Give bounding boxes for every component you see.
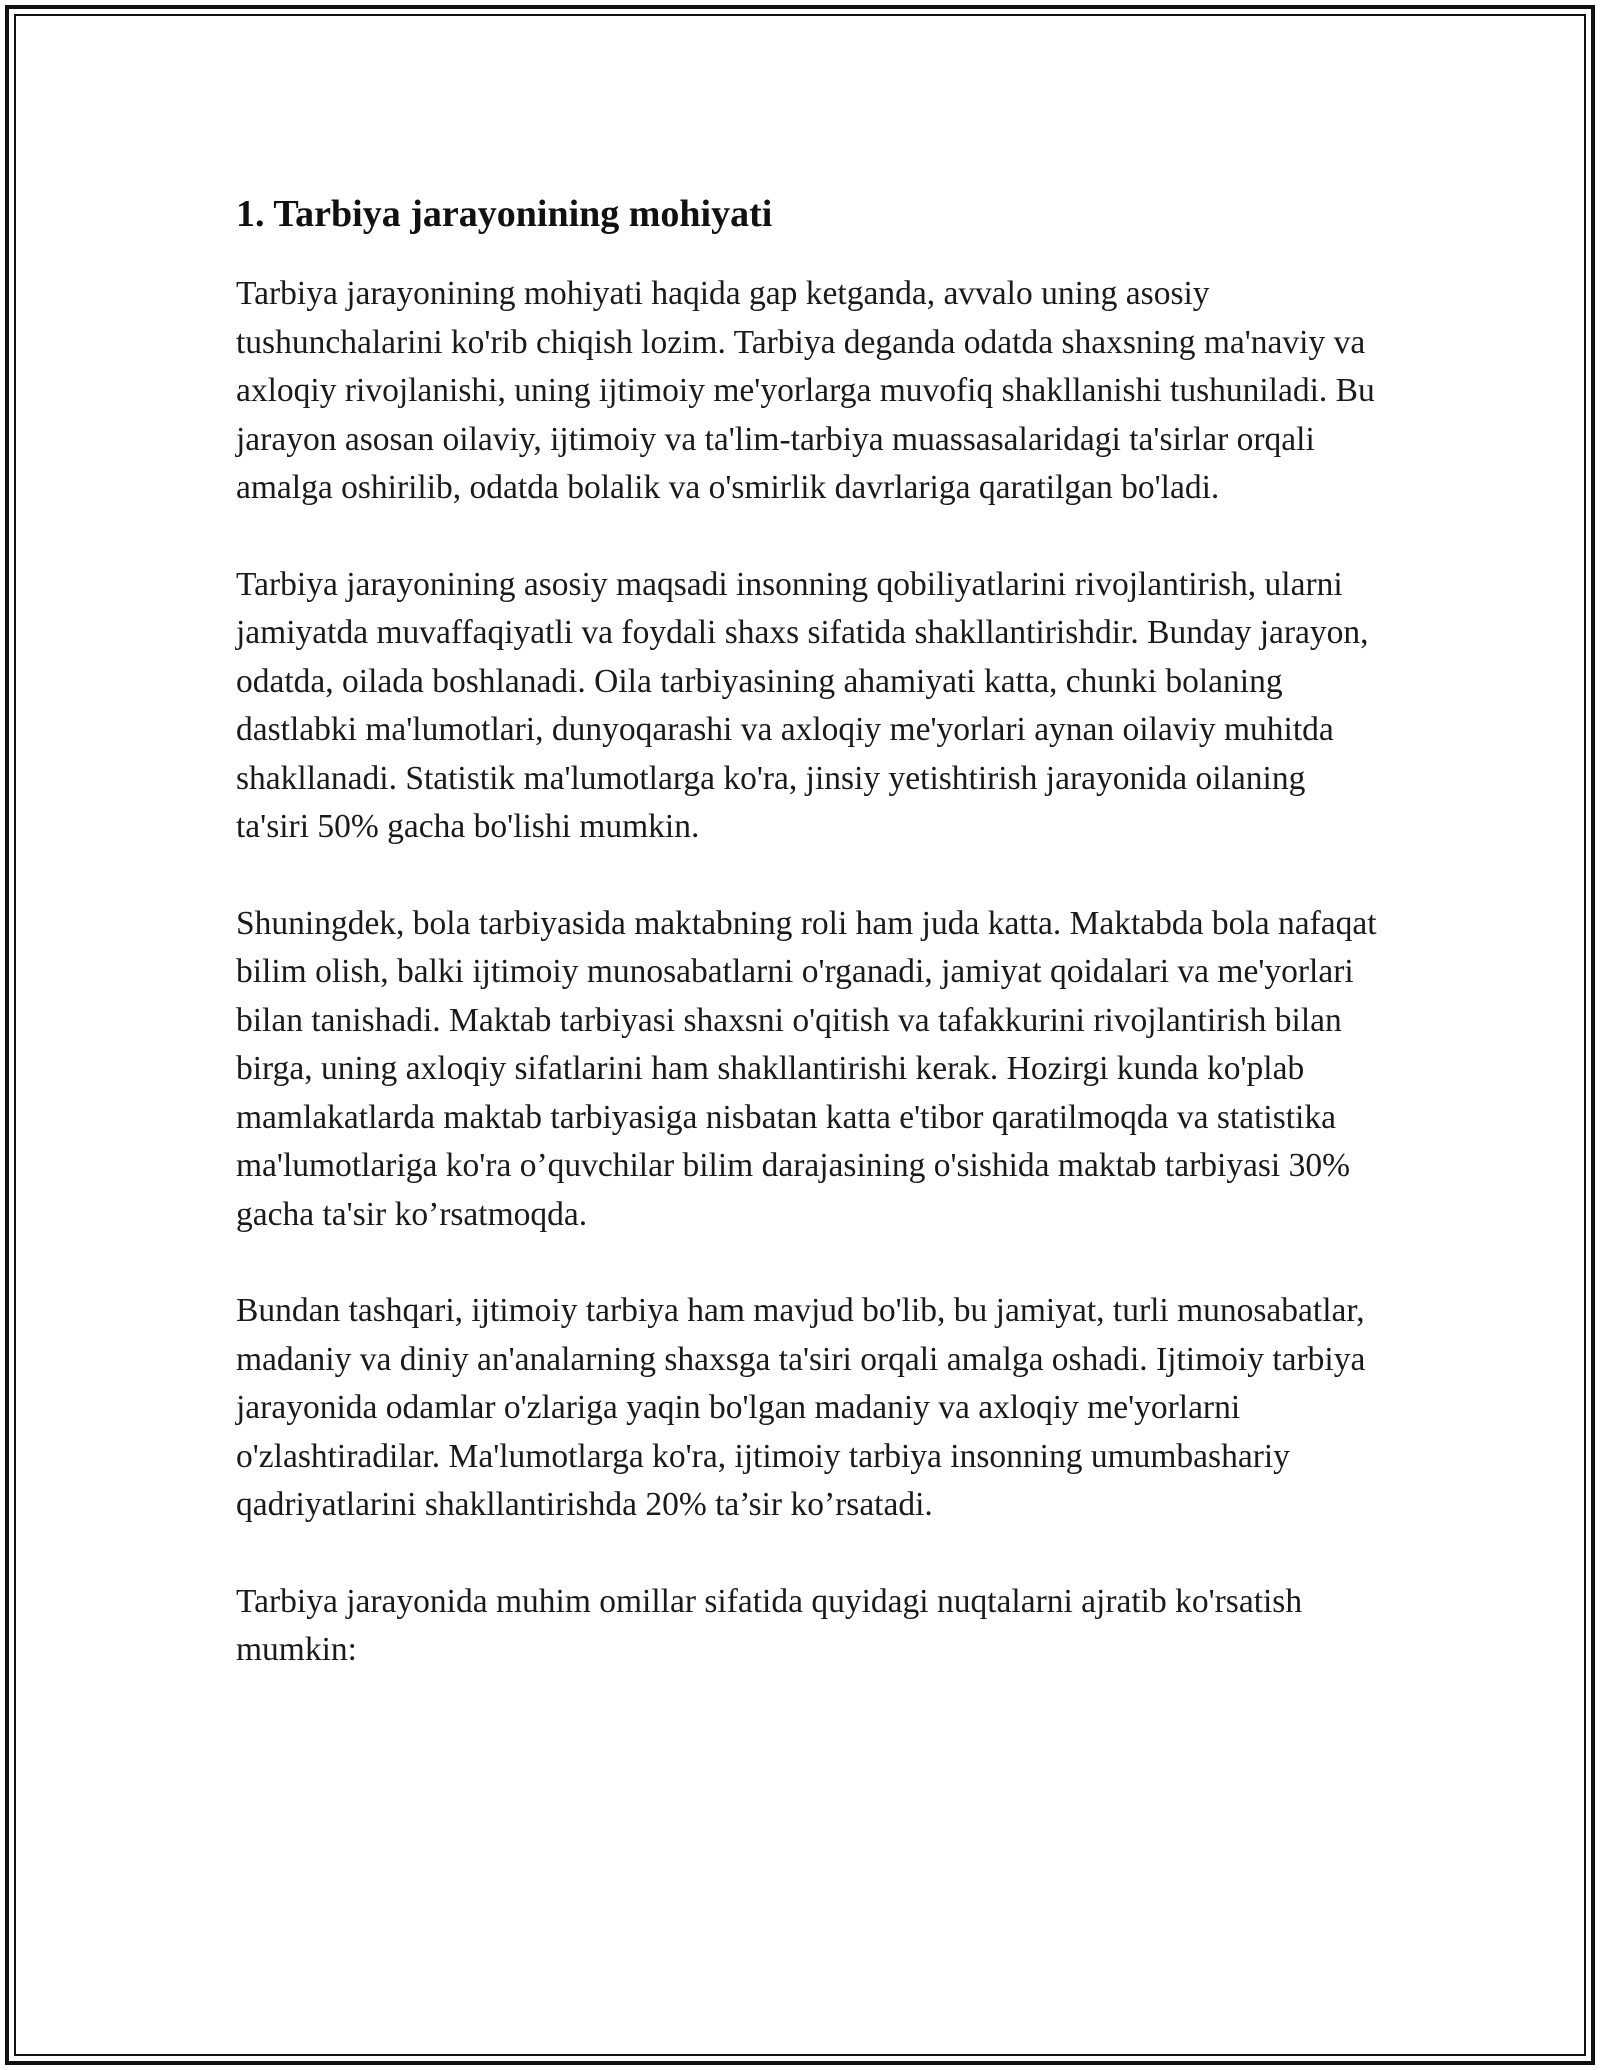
section-title: 1. Tarbiya jarayonining mohiyati bbox=[236, 193, 773, 235]
paragraph-4: Bundan tashqari, ijtimoiy tarbiya ham mavjud bo'lib, bu jamiyat, turli munosabatlar, madaniy va diniy an'analarning shaxsga ta'siri orqali amalga oshadi. Ijtimoiy tarbiya jarayonida odamlar o'zlariga yaqin bo'lgan madaniy va axloqiy me'yorlarni o'zlashtiradilar. Ma'lumotlarga ko'ra, ijtimoiy tarbiya insonning umumbashariy qadriyatlarini shakllantirishda 20% ta’sir ko’rsatadi. bbox=[236, 1292, 1366, 1523]
paragraph-2: Tarbiya jarayonining asosiy maqsadi insonning qobiliyatlarini rivojlantirish, ularni jamiyatda muvaffaqiyatli va foydali shaxs sifatida shakllantirishdir. Bunday jarayon, odatda, oilada boshlanadi. Oila tarbiyasining ahamiyati katta, chunki bolaning dastlabki ma'lumotlari, dunyoqarashi va axloqiy me'yorlari aynan oilaviy muhitda shakllanadi. Statistik ma'lumotlarga ko'ra, jinsiy yetishtirish jarayonida oilaning ta'siri 50% gacha bo'lishi mumkin. bbox=[236, 565, 1369, 845]
paragraph-3: Shuningdek, bola tarbiyasida maktabning roli ham juda katta. Maktabda bola nafaqat bilim olish, balki ijtimoiy munosabatlarni o'rganadi, jamiyat qoidalari va me'yorlari bilan tanishadi. Maktab tarbiyasi shaxsni o'qitish va tafakkurini rivojlantirish bilan birga, uning axloqiy sifatlarini ham shakllantirishi kerak. Hozirgi kunda ko'plab mamlakatlarda maktab tarbiyasiga nisbatan katta e'tibor qaratilmoqda va statistika ma'lumotlariga ko'ra o’quvchilar bilim darajasining o'sishida maktab tarbiyasi 30% gacha ta'sir ko’rsatmoqda. bbox=[236, 904, 1377, 1233]
document-body bbox=[236, 188, 1386, 1723]
paragraph-5: Tarbiya jarayonida muhim omillar sifatida quyidagi nuqtalarni ajratib ko'rsatish mumkin: bbox=[236, 1582, 1303, 1668]
paragraph-1: Tarbiya jarayonining mohiyati haqida gap ketganda, avvalo uning asosiy tushunchalarini ko'rib chiqish lozim. Tarbiya deganda odatda shaxsning ma'naviy va axloqiy rivojlanishi, uning ijtimoiy me'yorlarga muvofiq shakllanishi tushuniladi. Bu jarayon asosan oilaviy, ijtimoiy va ta'lim-tarbiya muassasalaridagi ta'sirlar orqali amalga oshirilib, odatda bolalik va o'smirlik davrlariga qaratilgan bo'ladi. bbox=[236, 275, 1375, 506]
